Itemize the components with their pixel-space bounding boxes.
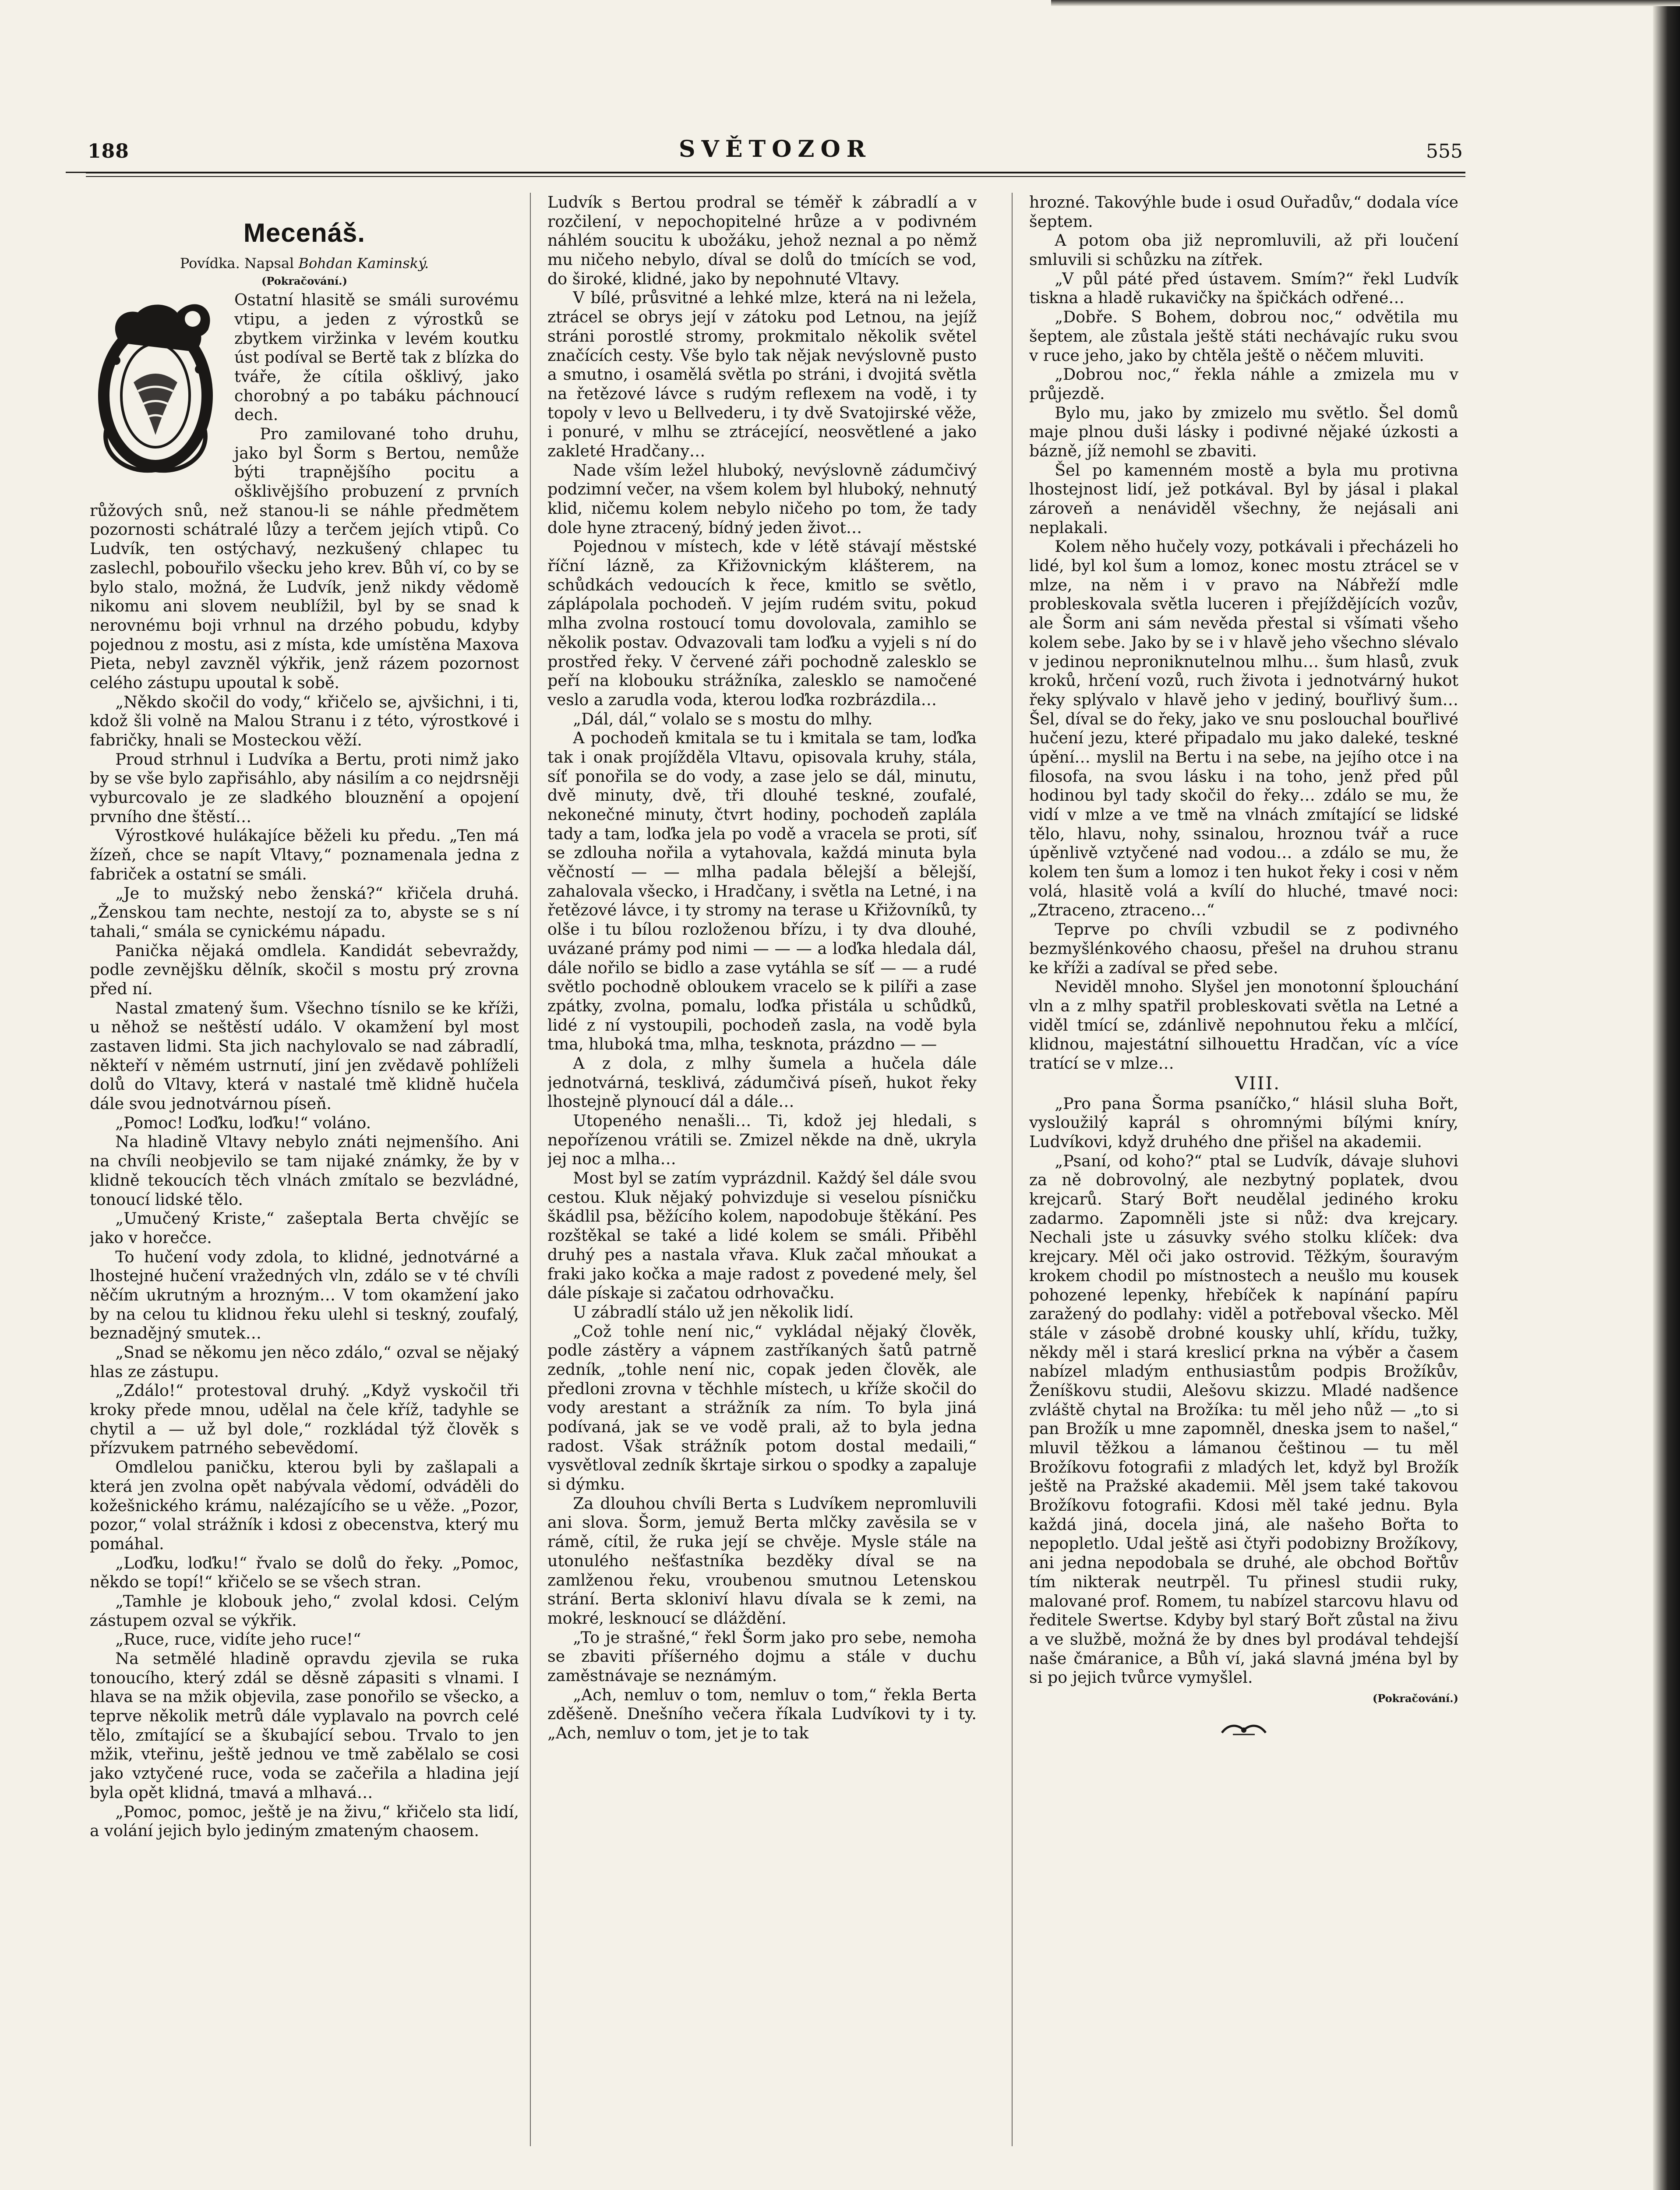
paragraph: „Pomoc! Loďku, loďku!“ voláno.	[115, 1113, 371, 1132]
paragraph: Neviděl mnoho. Slyšel jen monotonní šplouchání vln a z mlhy spatřil probleskovati světla na Letné a viděl tmící se, zdánlivě nepohnutou řeku a mlčící, klidnou, majestátní silhouettu Hradčan, víc a více tratící se v mlze…	[1029, 977, 1458, 1073]
column-divider	[1012, 193, 1013, 2146]
page-edge-right	[1653, 0, 1680, 2190]
paragraph: „Umučený Kriste,“ zašeptala Berta chvějíc se jako v horečce.	[90, 1209, 519, 1247]
paragraph: Nade vším ležel hluboký, nevýslovně zádumčivý podzimní večer, na všem kolem byl hluboký, nehnutý klid, ničemu kolem nebylo ničeho po tom, že tady dole hyne ztracený, bídný jeden život…	[547, 460, 977, 537]
paragraph: hrozné. Takovýhle bude i osud Ouřadův,“ dodala více šeptem.	[1029, 193, 1458, 231]
paragraph: Na setmělé hladině opravdu zjevila se ruka tonoucího, který zdál se děsně zápasiti s vlnami. I hlava se na mžik objevila, zase ponořilo se všecko, a teprve několik metrů dále vyplavalo na povrch celé tělo, zmítající se a škubající sebou. Trvalo to jen mžik, vteřinu, ještě jednou ve tmě zabělalo se cosi jako vztyčené ruce, voda se začeřila a hladina její byla opět klidná, tmavá a mlhavá…	[90, 1649, 519, 1802]
paragraph: Pojednou v místech, kde v létě stávají městské říční lázně, za Křižovnickým klášterem, na schůdkách vedoucích k řece, kmitlo se světlo, záplápolala pochodeň. V jejím rudém svitu, pokud mlha zvolna rostoucí tomu dovolovala, zamihlo se několik postav. Odvazovali tam loďku a vyjeli s ní do prostřed řeky. V červené záři pochodně zalesklo se peří na klobouku strážníka, zalesklo se namočené veslo a zarudla voda, kterou loďka rozbrázdila…	[547, 537, 977, 709]
paragraph: Utopeného nenašli… Ti, kdož jej hledali, s nepořízenou vrátili se. Zmizel někde na dně, ukryla jej noc a mlha…	[547, 1111, 977, 1169]
paragraph: Most byl se zatím vyprázdnil. Každý šel dále svou cestou. Kluk nějaký pohvizduje si veselou písničku škádlil psa, běžícího kolem, napodobuje štěkání. Pes rozštěkal se také a lidé kolem se smáli. Přiběhl druhý pes a nastala vřava. Kluk začal mňoukat a fraki jako kočka a maje radost z povedené mely, šel dále pískaje si začatou odrhovačku.	[547, 1169, 977, 1303]
page-edge-top	[1051, 0, 1680, 6]
paragraph: „Loďku, loďku!“ řvalo se dolů do řeky. „Pomoc, někdo se topí!“ křičelo se se všech stran.	[90, 1553, 519, 1592]
paragraph: „V půl páté před ústavem. Smím?“ řekl Ludvík tiskna a hladě rukavičky na špičkách odřené…	[1029, 269, 1458, 307]
paragraph: Omdlelou paničku, kterou byli by zašlapali a která jen zvolna opět nabývala vědomí, odváděli do kožešnického krámu, nalézajícího se u věže. „Pozor, pozor,“ volal strážník i kdosi z obecenstva, který mu pomáhal.	[90, 1458, 519, 1553]
paragraph: Výrostkové hulákajíce běželi ku předu. „Ten má žízeň, chce se napít Vltavy,“ poznamenala jedna z fabriček a ostatní se smáli.	[90, 826, 519, 883]
column-2	[547, 193, 977, 2190]
paragraph: Proud strhnul i Ludvíka a Bertu, proti nimž jako by se vše bylo zapřisáhlo, aby násilím a co nejdrsněji vyburcovalo je ze sladkého blouznění a opojení prvního dne štěstí…	[90, 749, 519, 826]
paragraph: A z dola, z mlhy šumela a hučela dále jednotvárná, tesklivá, zádumčivá píseň, hukot řeky lhostejně plynoucí dál a dále…	[547, 1053, 977, 1111]
journal-title: SVĚTOZOR	[679, 136, 872, 162]
paragraph: To hučení vody zdola, to klidné, jednotvárné a lhostejné hučení vražedných vln, zdálo se v té chvíli něčím ukrutným a hrozným… V tom okamžení jako by na celou tu klidnou řeku ulehl si teskný, zoufalý, beznadějný smutek…	[90, 1247, 519, 1343]
paragraph: „To je strašné,“ řekl Šorm jako pro sebe, nemoha se zbaviti příšerného dojmu a stále v duchu zaměstnávaje se neznámým.	[547, 1628, 977, 1685]
paragraph: Bylo mu, jako by zmizelo mu světlo. Šel domů maje plnou duši lásky i podivné nějaké úzkosti a bázně, jíž nemohl se zbaviti.	[1029, 403, 1458, 460]
paragraph: V bílé, průsvitné a lehké mlze, která na ni ležela, ztrácel se obrys její v zátoku pod Letnou, na jejíž stráni porostlé stromy, prokmitalo několik světel značících cesty. Vše bylo tak nějak nevýslovně pusto a smutno, i osamělá světla po stráni, i dvojitá světla na řetězové lávce s rudým reflexem na vodě, i ty topoly v levo u Bellvederu, i ty dvě Svatojirské věže, i ponuré, v mlhu se ztrácející, neosvětlené a jako zakleté Hradčany…	[547, 288, 977, 460]
paragraph: „Ach, nemluv o tom, nemluv o tom,“ řekla Berta zděšeně. Dnešního večera říkala Ludvíkovi ty i ty. „Ach, nemluv o tom, jet je to tak	[547, 1685, 977, 1742]
paragraph: „Pro pana Šorma psaníčko,“ hlásil sluha Bořt, vysloužilý kaprál s ohromnými bílými kníry, Ludvíkovi, když druhého dne přišel na akademii.	[1029, 1094, 1458, 1151]
paragraph: „Tamhle je klobouk jeho,“ zvolal kdosi. Celým zástupem ozval se výkřik.	[90, 1591, 519, 1630]
paragraph: „Zdálo!“ protestoval druhý. „Když vyskočil tři kroky přede mnou, udělal na čele kříž, tadyhle se chytil a — už byl dole,“ rozkládal týž člověk s přízvukem patrného sebevědomí.	[90, 1381, 519, 1458]
paragraph: Šel po kamenném mostě a byla mu protivna lhostejnost lidí, jež potkával. Byl by jásal i plakal zároveň a nenáviděl všechny, že nejásali ani neplakali.	[1029, 460, 1458, 537]
paragraph: „Je to mužský nebo ženská?“ křičela druhá. „Ženskou tam nechte, nestojí za to, abyste se s ní tahali,“ smála se cynickému nápadu.	[90, 883, 519, 941]
paragraph: Na hladině Vltavy nebylo znáti nejmenšího. Ani na chvíli neobjevilo se tam nijaké známky, že by v klidně tekoucích těch vlnách zmítalo se bezvládné, tonoucí lidské tělo.	[90, 1132, 519, 1209]
paragraph: A potom oba již nepromluvili, až při loučení smluvili si schůzku na zítřek.	[1029, 231, 1458, 269]
paragraph: Za dlouhou chvíli Berta s Ludvíkem nepromluvili ani slova. Šorm, jemuž Berta mlčky zavěsila se v rámě, cítil, že ruka její se chvěje. Mysle stále na utonulého nešťastníka bezděky díval se na zamlženou řeku, vroubenou smutnou Letenskou strání. Berta skloniví hlavu dívala se k zemi, na mokré, lesknoucí se dláždění.	[547, 1494, 977, 1628]
paragraph: „Někdo skočil do vody,“ křičelo se, ajvšichni, i ti, kdož šli volně na Malou Stranu i z této, výrostkové i fabričky, hnali se Mosteckou věží.	[90, 692, 519, 749]
tailpiece-ornament-icon	[1220, 1720, 1268, 1739]
continuation-end: (Pokračování.)	[1373, 1692, 1458, 1705]
column-divider	[530, 193, 531, 2146]
paragraph: „Dobře. S Bohem, dobrou noc,“ odvětila mu šeptem, ale zůstala ještě státi nechávajíc ruku svou v ruce jeho, jako by chtěla ještě o něčem mluviti.	[1029, 307, 1458, 365]
continuation-note: (Pokračování.)	[261, 275, 347, 288]
paragraph: Pro zamilované toho druhu, jako byl Šorm s Bertou, nemůže býti trapnějšího pocitu a ošklivějšího probuzení z prvních růžových snů, než stanou-li se náhle předmětem pozornosti schátralé lůzy a terčem jejích vtipů. Co Ludvík, ten ostýchavý, nezkušený chlapec tu zaslechl, pobouřilo všecku jeho krev. Bůh ví, co by se bylo stalo, možná, že Ludvík, jenž nikdy vědomě nikomu ani slovem neublížil, byl by se snad k nerovnému boji vrhnul na drzého pobudu, kdyby pojednou z mostu, asi z místa, kde umístěna Maxova Pieta, nebyl zavzněl výkřik, jenž rázem pozornost celého zástupu upoutal k sobě.	[90, 424, 519, 692]
paragraph: A pochodeň kmitala se tu i kmitala se tam, loďka tak i onak projížděla Vltavu, opisovala kruhy, stála, síť ponořila se do vody, a zase jelo se dál, minutu, dvě minuty, dvě, tři dlouhé teskné, zoufalé, nekonečné minuty, čtvrt hodiny, pochodeň zaplála tady a tam, loďka jela po vodě a vracela se proti, síť se zdlouha nořila a vytahovala, každá minuta byla věčností — — mlha padala bělejší a bělejší, zahalovala všecko, i Hradčany, i světla na Letné, i na řetězové lávce, i ty stromy na terase u Křižovníků, ty olše i tu bílou rozloženou břízu, i ty dva dlouhé, uvázané prámy pod nimi — — — a loďka hledala dál, dále nořilo se bidlo a zase vytáhla se síť — — a rudé světlo pochodně obloukem vracelo se k pilíři a zase zpátky, zvolna, pomalu, loďka přistála u schůdků, lidé z ní vystoupili, pochodeň zasla, na vodě byla tma, hluboká tma, mlha, tesknota, prázdno — —	[547, 728, 977, 1054]
paragraph: „Dál, dál,“ volalo se s mostu do mlhy.	[573, 709, 873, 728]
paragraph: Ludvík s Bertou prodral se téměř k zábradlí a v rozčilení, v nepochopitelné hrůze a v podivném náhlém soucitu k ubožáku, jehož neznal a po němž mu ničeho nebylo, díval se dolů do tmících se vod, do široké, klidné, jako by nepohnuté Vltavy.	[547, 193, 977, 288]
paragraph: „Pomoc, pomoc, ještě je na živu,“ křičelo sta lidí, a volání jejich bylo jediným zmateným chaosem.	[90, 1802, 519, 1840]
paragraph: Nastal zmatený šum. Všechno tísnilo se ke kříži, u něhož se neštěstí událo. V okamžení byl most zastaven lidmi. Sta jich nachylovalo se nad zábradlí, někteří v němém ustrnutí, jiní jen zvědavě pohlíželi dolů do Vltavy, která v nastalé tmě klidně hučela dále svou jednotvárnou píseň.	[90, 998, 519, 1113]
chapter-heading: VIII.	[1235, 1073, 1281, 1094]
paragraph: Panička nějaká omdlela. Kandidát sebevraždy, podle zevnějšku dělník, skočil s mostu prý zrovna před ní.	[90, 941, 519, 998]
page-number-left: 188	[88, 140, 129, 162]
paragraph: „Ruce, ruce, vidíte jeho ruce!“	[115, 1630, 361, 1649]
continuation-end-wrap	[1029, 1687, 1458, 1706]
story-byline	[90, 255, 519, 272]
column-3	[1029, 193, 1458, 2190]
paragraph: „Dobrou noc,“ řekla náhle a zmizela mu v průjezdě.	[1029, 365, 1458, 403]
paragraph: Ostatní hlasitě se smáli surovému vtipu, a jeden z výrostků se zbytkem viržinka v levém koutku úst podíval se Bertě tak z blízka do tváře, že cítila ošklivý, jako chorobný a po tabáku páchnoucí dech.	[234, 290, 519, 424]
story-title: Mecenáš.	[243, 218, 366, 247]
ornamental-initial-icon	[90, 295, 221, 479]
paragraph: „Což tohle není nic,“ vykládal nějaký člověk, podle zástěry a vápnem zastříkaných šatů patrně zedník, „tohle není nic, copak jeden člověk, ale předloni zrovna v těchhle místech, u kříže skočil do vody arestant a strážník za ním. To byla jiná podívaná, jak se ve vodě prali, až to byla jedna radost. Však strážník potom dostal medaili,“ vysvětloval zedník škrtaje sirkou o spodky a zapaluje si dýmku.	[547, 1321, 977, 1494]
paragraph: „Snad se někomu jen něco zdálo,“ ozval se nějaký hlas ze zástupu.	[90, 1343, 519, 1381]
byline-prefix: Povídka. Napsal	[180, 255, 294, 272]
header-rule-thin	[86, 176, 1465, 177]
header-rule	[86, 172, 1465, 173]
paragraph: „Psaní, od koho?“ ptal se Ludvík, dávaje sluhovi za ně dobrovolný, ale nezbytný poplatek, dvou krejcarů. Starý Bořt neudělal jediného kroku zadarmo. Zapomněli jste si nůž: dva krejcary. Nechali jste u zásuvky svého stolku klíček: dva krejcary. Měl oči jako ostrovid. Těžkým, šouravým krokem chodil po místnostech a neušlo mu kousek pohozené lepenky, hřebíček k napínání papíru zaražený do podlahy: viděl a potřeboval všecko. Měl stále v zásobě drobné kousky uhlí, křídu, tužky, někdy měl i stará kreslicí prkna na výběr a časem nabízel mladým enthusiastům podpis Brožíkův, Ženíškovu studii, Alešovu skizzu. Mladé nadšence zvláště chytal na Brožíka: tu měl jeho nůž — „to si pan Brožík u mne zapomněl, dneska jsem to našel,“ mluvil těžkou a lámanou češtinou — tu měl Brožíkovu fotografii z mladých let, když byl Brožík ještě na Pražské akademii. Měl jsem také takovou Brožíkovu fotografii. Kdosi měl také jednu. Byla každá jiná, docela jiná, ale našeho Bořta to nepopletlo. Udal ještě asi čtyři podobizny Brožíkovy, ani jedna nepodobala se druhé, ale obchod Bořtův tím nikterak neutrpěl. Tu přinesl studii ruky, malované prof. Romem, tu nabízel starcovu hlavu od ředitele Swertse. Kdyby byl starý Bořt zůstal na živu a ve službě, možná že by dnes byl prodával tehdejší naše čmáranice, a Bůh ví, jaká slavná jména byl by si po jejich tvůrce vymyšlel.	[1029, 1151, 1458, 1687]
page-number: 555	[1426, 140, 1463, 162]
paragraph: Teprve po chvíli vzbudil se z podivného bezmyšlénkového chaosu, přešel na druhou stranu ke kříži a zadíval se před sebe.	[1029, 920, 1458, 977]
paragraph: Kolem něho hučely vozy, potkávali i přecházeli ho lidé, byl kol šum a lomoz, konec mostu ztrácel se v mlze, na něm i v pravo na Nábřeží mdle probleskovala světla luceren i přejíždějících vozův, ale Šorm ani sám nevěda přestal si všímati všeho kolem sebe. Jako by se i v hlavě jeho všechno slévalo v jedinou neproniknutelnou mlhu… šum hlasů, zvuk kroků, hrčení vozů, ruch života i jednotvárný hukot řeky splývalo v hlavě jeho v jediný, bouřlivý šum… Šel, díval se do řeky, jako ve snu poslouchal bouřlivé hučení jezu, které připadalo mu jako daleké, teskné úpění… myslil na Bertu i na sebe, na jejího otce i na filosofa, na svou lásku i na toho, jenž před půl hodinou byl tady skočil do řeky… zdálo se mu, že vidí v mlze a ve tmě na vlnách zmítající se lidské tělo, hlavu, nohy, ssinalou, hroznou tvář a ruce úpěnlivě vztyčené nad vodou… a zdálo se mu, že kolem ten šum a lomoz i ten hukot řeky i cosi v něm volá, hlasitě volá a kvílí do hluché, tmavé noci: „Ztraceno, ztraceno…“	[1029, 537, 1458, 920]
column-1	[90, 193, 519, 2190]
paragraph: U zábradlí stálo už jen několik lidí.	[573, 1302, 854, 1321]
author-name: Bohdan Kaminský.	[298, 255, 429, 272]
page-header	[88, 131, 1463, 171]
